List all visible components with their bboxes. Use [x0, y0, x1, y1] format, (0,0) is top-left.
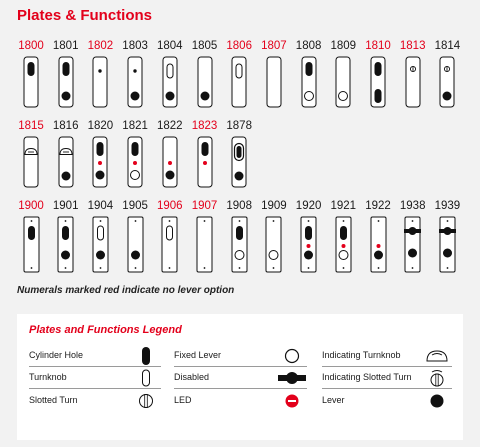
- screw-dot-icon: [99, 267, 101, 269]
- plate-number: 1906: [157, 200, 183, 212]
- plate-1921: [329, 200, 357, 273]
- legend-item-disabled: [174, 367, 307, 389]
- plate-body: [266, 217, 281, 272]
- plate-outline: [231, 56, 247, 108]
- plate-number: 1901: [52, 200, 79, 212]
- plate-number: 1900: [18, 200, 44, 212]
- plate-outline: [196, 216, 213, 273]
- plate-1904: [86, 200, 114, 273]
- plate-1908: [225, 200, 253, 273]
- plate-1909: [260, 200, 288, 273]
- cylinder-hole-icon: [375, 62, 382, 76]
- screw-dot-icon: [446, 220, 448, 222]
- lever-icon: [96, 171, 105, 180]
- plate-number: 1810: [365, 40, 391, 52]
- plate-number: 1813: [399, 40, 426, 52]
- fixed-lever-icon: [286, 350, 299, 363]
- screw-dot-icon: [377, 267, 379, 269]
- cylinder-hole-icon: [62, 62, 69, 76]
- led-icon: [168, 161, 172, 165]
- plate-body: [405, 217, 420, 272]
- led-legend-symbol: [277, 391, 307, 411]
- screw-dot-icon: [446, 267, 448, 269]
- dot-icon: [133, 69, 136, 72]
- plate-outline: [23, 216, 40, 273]
- screw-dot-icon: [134, 220, 136, 222]
- plate-1878: [225, 120, 253, 188]
- plate-outline: [370, 56, 386, 108]
- screw-dot-icon: [377, 220, 379, 222]
- legend-label: Fixed Lever: [174, 350, 222, 360]
- legend-label: LED: [174, 395, 192, 405]
- fixed-lever-icon: [339, 92, 348, 101]
- page-title: Plates & Functions: [17, 7, 153, 24]
- cylinder-hole-icon: [305, 226, 312, 240]
- screw-dot-icon: [169, 267, 171, 269]
- lever-icon: [304, 251, 313, 260]
- indicator-arc-icon: [432, 354, 442, 356]
- plate-number: 1905: [122, 200, 148, 212]
- plate-1815: [17, 120, 45, 188]
- plate-number: 1807: [261, 40, 287, 52]
- screw-dot-icon: [273, 267, 275, 269]
- dot-icon: [99, 69, 102, 72]
- plate-number: 1801: [52, 40, 79, 52]
- plate-outline: [58, 56, 74, 108]
- plate-number: 1822: [157, 120, 183, 132]
- legend-panel: [17, 314, 463, 440]
- fixed-lever-icon: [131, 171, 140, 180]
- plate-outline: [265, 216, 282, 273]
- plate-number: 1904: [87, 200, 114, 212]
- screw-dot-icon: [308, 220, 310, 222]
- cylinder-hole-icon: [236, 226, 243, 240]
- plate-outline: [301, 56, 317, 108]
- plate-outline: [335, 216, 352, 273]
- turnknob-legend-symbol: [131, 368, 161, 388]
- plate-number: 1922: [365, 200, 391, 212]
- disabled-knob-icon: [443, 227, 451, 235]
- legend-item-fixed-lever: [174, 345, 307, 367]
- lever-icon: [131, 92, 140, 101]
- led-icon: [203, 161, 207, 165]
- plate-1802: [86, 40, 114, 108]
- plate-1808: [295, 40, 323, 108]
- screw-dot-icon: [204, 220, 206, 222]
- plate-outline: [370, 216, 387, 273]
- lever-icon: [131, 251, 140, 260]
- lever-icon: [431, 395, 444, 408]
- fixed-lever-legend-symbol: [277, 346, 307, 366]
- plate-1901: [52, 200, 80, 273]
- plate-outline: [197, 136, 213, 188]
- cylinder-hole-icon: [28, 226, 35, 240]
- fixed-lever-icon: [339, 251, 348, 260]
- plate-number: 1816: [52, 120, 79, 132]
- plate-body: [24, 137, 38, 187]
- plate-1813: [399, 40, 427, 108]
- plate-outline: [127, 136, 143, 188]
- indicating-turnknob-icon: [427, 351, 447, 361]
- plate-body: [24, 217, 39, 272]
- legend-label: Turnknob: [29, 372, 67, 382]
- plate-1821: [121, 120, 149, 188]
- plate-outline: [23, 56, 39, 108]
- plate-body: [197, 217, 212, 272]
- led-icon: [133, 161, 137, 165]
- plate-1807: [260, 40, 288, 108]
- indicating-turnknob-legend-symbol: [422, 346, 452, 366]
- plate-outline: [300, 216, 317, 273]
- plate-outline: [404, 216, 421, 273]
- legend-label: Slotted Turn: [29, 395, 78, 405]
- screw-dot-icon: [412, 220, 414, 222]
- fixed-lever-icon: [304, 92, 313, 101]
- plate-outline: [23, 136, 39, 188]
- plate-1806: [225, 40, 253, 108]
- cylinder-hole-icon: [132, 142, 139, 156]
- plate-outline: [92, 136, 108, 188]
- plate-outline: [162, 136, 178, 188]
- plate-number: 1803: [122, 40, 148, 52]
- led-bar-icon: [288, 400, 296, 402]
- plate-outline: [57, 216, 74, 273]
- plate-number: 1820: [87, 120, 114, 132]
- plate-1823: [191, 120, 219, 188]
- plate-outline: [127, 216, 144, 273]
- plate-1939: [433, 200, 461, 273]
- plate-outline: [405, 56, 421, 108]
- screw-dot-icon: [412, 267, 414, 269]
- plate-number: 1802: [87, 40, 114, 52]
- cylinder-hole-icon: [340, 226, 347, 240]
- plate-number: 1920: [295, 200, 322, 212]
- no-lever-note: Numerals marked red indicate no lever option: [17, 285, 235, 296]
- screw-dot-icon: [134, 267, 136, 269]
- plate-number: 1815: [18, 120, 44, 132]
- lever-icon: [61, 172, 70, 181]
- plate-1800: [17, 40, 45, 108]
- cylinder-hole-icon: [375, 89, 382, 103]
- plate-body: [406, 57, 420, 107]
- plate-body: [162, 217, 177, 272]
- disabled-legend-symbol: [277, 368, 307, 388]
- plate-1822: [156, 120, 184, 188]
- plate-number: 1806: [226, 40, 252, 52]
- cylinder-hole-icon: [28, 62, 35, 76]
- plate-number: 1939: [434, 200, 461, 212]
- screw-dot-icon: [30, 220, 32, 222]
- plate-1905: [121, 200, 149, 273]
- plate-outline: [92, 56, 108, 108]
- plate-1810: [364, 40, 392, 108]
- plate-outline: [197, 56, 213, 108]
- plate-number: 1823: [191, 120, 218, 132]
- plate-outline: [266, 56, 282, 108]
- screw-dot-icon: [65, 220, 67, 222]
- lever-icon: [235, 172, 244, 181]
- plate-outline: [92, 216, 109, 273]
- indicator-arc-icon: [432, 371, 442, 373]
- plate-1805: [191, 40, 219, 108]
- cylinder-hole-icon: [62, 226, 69, 240]
- led-icon: [307, 244, 311, 248]
- lever-icon: [374, 251, 383, 260]
- screw-dot-icon: [273, 220, 275, 222]
- cylinder-hole-icon: [237, 146, 242, 158]
- legend-label: Indicating Slotted Turn: [322, 372, 412, 382]
- screw-dot-icon: [342, 267, 344, 269]
- led-icon: [376, 244, 380, 248]
- cylinder-hole-icon: [97, 142, 104, 156]
- plate-1900: [17, 200, 45, 273]
- plate-body: [93, 217, 108, 272]
- plate-1801: [52, 40, 80, 108]
- cylinder-hole-icon: [201, 142, 208, 156]
- plate-1907: [191, 200, 219, 273]
- plate-number: 1878: [226, 120, 252, 132]
- led-icon: [341, 244, 345, 248]
- plate-1938: [399, 200, 427, 273]
- plate-body: [93, 57, 107, 107]
- plate-body: [128, 217, 143, 272]
- plate-1922: [364, 200, 392, 273]
- lever-icon: [61, 251, 70, 260]
- disabled-knob-icon: [286, 372, 298, 384]
- disabled-knob-icon: [409, 227, 417, 235]
- plate-outline: [161, 216, 178, 273]
- screw-dot-icon: [342, 220, 344, 222]
- slot-icon: [436, 374, 438, 386]
- legend-label: Disabled: [174, 372, 210, 382]
- lever-icon: [165, 171, 174, 180]
- indicating-slotted-turn-icon: [431, 374, 443, 386]
- legend-label: Lever: [322, 395, 345, 405]
- fixed-lever-icon: [235, 251, 244, 260]
- plate-body: [232, 217, 247, 272]
- screw-dot-icon: [30, 267, 32, 269]
- lever-icon: [443, 92, 452, 101]
- plate-outline: [335, 56, 351, 108]
- plate-1804: [156, 40, 184, 108]
- screw-dot-icon: [238, 220, 240, 222]
- plate-outline: [439, 56, 455, 108]
- plate-number: 1938: [399, 200, 426, 212]
- plate-number: 1808: [295, 40, 322, 52]
- plate-number: 1909: [261, 200, 287, 212]
- lever-icon: [408, 249, 417, 258]
- slotted-turn-icon: [140, 395, 153, 408]
- legend-item-slotted-turn: [29, 390, 161, 412]
- legend-label: Cylinder Hole: [29, 350, 84, 360]
- lever-legend-symbol: [422, 391, 452, 411]
- indicating-slotted-turn-legend-symbol: [422, 368, 452, 388]
- screw-dot-icon: [308, 267, 310, 269]
- screw-dot-icon: [238, 267, 240, 269]
- legend-title: Plates and Functions Legend: [29, 324, 182, 336]
- plate-1814: [433, 40, 461, 108]
- plate-body: [440, 217, 455, 272]
- plate-number: 1804: [157, 40, 183, 52]
- plate-outline: [127, 56, 143, 108]
- cylinder-hole-legend-symbol: [131, 346, 161, 366]
- plate-1809: [329, 40, 357, 108]
- screw-dot-icon: [99, 220, 101, 222]
- plate-number: 1907: [191, 200, 218, 212]
- lever-icon: [165, 92, 174, 101]
- plate-number: 1921: [330, 200, 357, 212]
- plate-1816: [52, 120, 80, 188]
- lever-icon: [61, 92, 70, 101]
- plate-number: 1908: [226, 200, 252, 212]
- screw-dot-icon: [169, 220, 171, 222]
- plate-1820: [86, 120, 114, 188]
- plate-number: 1821: [122, 120, 148, 132]
- slot-icon: [145, 395, 148, 408]
- plate-outline: [162, 56, 178, 108]
- plate-number: 1814: [434, 40, 461, 52]
- legend-item-cylinder-hole: [29, 345, 161, 367]
- legend-item-indicating-slotted-turn: [322, 367, 452, 389]
- cylinder-hole-icon: [305, 62, 312, 76]
- legend-item-indicating-turnknob: [322, 345, 452, 367]
- plate-1920: [295, 200, 323, 273]
- legend-item-led: [174, 390, 307, 412]
- fixed-lever-icon: [269, 251, 278, 260]
- plate-1803: [121, 40, 149, 108]
- plate-number: 1809: [330, 40, 357, 52]
- plate-body: [58, 217, 73, 272]
- plate-outline: [58, 136, 74, 188]
- slotted-turn-legend-symbol: [131, 391, 161, 411]
- lever-icon: [200, 92, 209, 101]
- lever-icon: [96, 251, 105, 260]
- legend-item-turnknob: [29, 367, 161, 389]
- turnknob-icon: [143, 370, 150, 386]
- legend-label: Indicating Turnknob: [322, 350, 401, 360]
- plate-number: 1805: [191, 40, 218, 52]
- screw-dot-icon: [65, 267, 67, 269]
- plate-body: [267, 57, 281, 107]
- plate-number: 1800: [18, 40, 44, 52]
- screw-dot-icon: [204, 267, 206, 269]
- lever-icon: [443, 249, 452, 258]
- plate-1906: [156, 200, 184, 273]
- led-icon: [98, 161, 102, 165]
- plate-outline: [231, 136, 247, 188]
- plate-outline: [231, 216, 248, 273]
- plate-outline: [439, 216, 456, 273]
- legend-item-lever: [322, 390, 452, 412]
- cylinder-hole-icon: [142, 347, 150, 365]
